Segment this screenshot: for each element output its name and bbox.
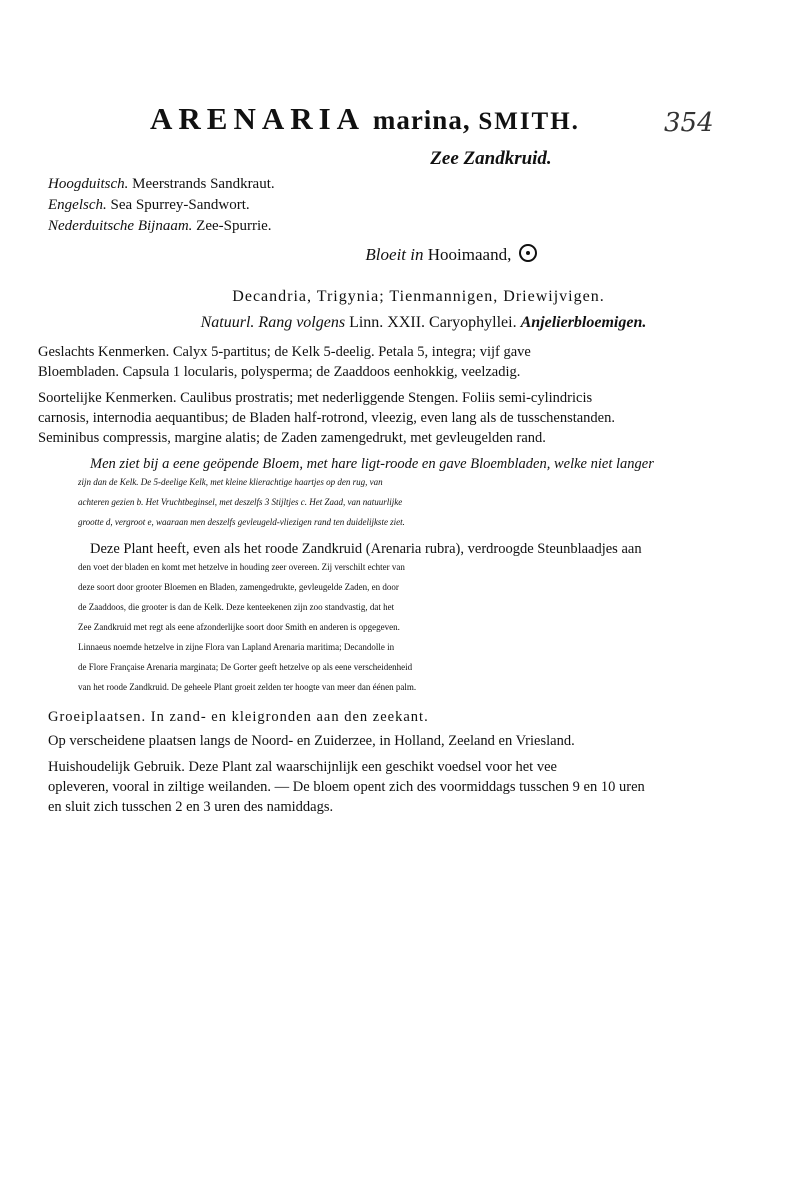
text-line: Seminibus compressis, margine alatis; de Zaden zamengedrukt, met gevleugelden rand. [38, 430, 546, 446]
bloom-line [0, 244, 807, 265]
bloom-label: Bloeit in [365, 245, 424, 264]
perennial-symbol-icon [519, 244, 537, 262]
text-line: Zee Zandkruid met regt als eene afzonderlijke soort door Smith en anderen is opgegeven. [78, 622, 400, 632]
name-row [48, 216, 275, 237]
text-line: Groeiplaatsen. In zand- en kleigronden aan den zeekant. [48, 709, 429, 725]
text-line: zijn dan de Kelk. De 5-deelige Kelk, met kleine klierachtige haartjes op den rug, van [78, 477, 383, 487]
name-language: Nederduitsche Bijnaam. [48, 218, 193, 234]
name-value: Sea Spurrey-Sandwort. [110, 197, 250, 213]
text-line: Geslachts Kenmerken. Calyx 5-partitus; de Kelk 5-deelig. Petala 5, integra; vijf gave [38, 344, 531, 360]
text-line: van het roode Zandkruid. De geheele Plant groeit zelden ter hoogte van meer dan éénen palm. [78, 682, 417, 692]
text-line: Soortelijke Kenmerken. Caulibus prostratis; met nederliggende Stengen. Foliis semi-cylindricis [38, 390, 593, 406]
natural-rank-italic: Anjelierbloemigen. [520, 314, 647, 331]
text-line: Huishoudelijk Gebruik. Deze Plant zal waarschijnlijk een geschikt voedsel voor het vee [48, 759, 557, 775]
text-line: den voet der bladen en komt met hetzelve in houding zeer overeen. Zij verschilt echter van [78, 562, 405, 572]
name-row [48, 174, 275, 195]
vernacular-names [48, 174, 275, 237]
text-line: Op verscheidene plaatsen langs de Noord- en Zuiderzee, in Holland, Zeeland en Vriesland. [48, 733, 575, 749]
text-line: grootte d, vergroot e, waaraan men deszelfs gevleugeld-vliezigen rand ten duidelijkste ziet. [78, 517, 405, 527]
name-language: Hoogduitsch. [48, 176, 129, 192]
text-line: Men ziet bij a eene geöpende Bloem, met hare ligt-roode en gave Bloembladen, welke niet langer [90, 456, 654, 472]
text-line: de Zaaddoos, die grooter is dan de Kelk. Deze kenteekenen zijn zoo standvastig, dat het [78, 602, 395, 612]
name-language: Engelsch. [48, 197, 107, 213]
subtitle: Zee Zandkruid. [430, 148, 552, 169]
title-genus: ARENARIA [150, 101, 366, 136]
text-line: Bloembladen. Capsula 1 locularis, polysperma; de Zaaddoos eenhokkig, veelzadig. [38, 364, 521, 380]
natural-rank-value: Linn. XXII. Caryophyllei. [349, 314, 517, 331]
text-line: en sluit zich tusschen 2 en 3 uren des namiddags. [48, 799, 334, 815]
text-line: de Flore Française Arenaria marginata; De Gorter geeft hetzelve op als eene verscheidenheid [78, 662, 413, 672]
classification: Decandria, Trigynia; Tienmannigen, Driewijvigen. [232, 288, 605, 305]
text-line: achteren gezien b. Het Vruchtbeginsel, met deszelfs 3 Stijltjes c. Het Zaad, van natuurlijke [78, 497, 403, 507]
name-row [48, 195, 275, 216]
text-line: opleveren, vooral in ziltige weilanden. — De bloem opent zich des voormiddags tusschen 9 en 10 uren [48, 779, 645, 795]
bloom-month: Hooimaand, [427, 245, 512, 264]
text-line: Deze Plant heeft, even als het roode Zandkruid (Arenaria rubra), verdroogde Steunblaadjes aan [90, 541, 642, 557]
text-line: Linnaeus noemde hetzelve in zijne Flora van Lapland Arenaria maritima; Decandolle in [78, 642, 395, 652]
handwritten-page-number: 354 [664, 108, 714, 138]
title-species: marina, [372, 105, 471, 135]
title-author: SMITH. [478, 108, 580, 135]
name-value: Zee-Spurrie. [196, 218, 272, 234]
name-value: Meerstrands Sandkraut. [132, 176, 275, 192]
text-line: deze soort door grooter Bloemen en Bladen, zamengedrukte, gevleugelde Zaden, en door [78, 582, 399, 592]
natural-rank-label: Natuurl. Rang volgens [200, 314, 346, 331]
text-line: carnosis, internodia aequantibus; de Bladen half-rotrond, vleezig, even lang als de tusschenstanden. [38, 410, 615, 426]
natural-rank [0, 314, 807, 332]
